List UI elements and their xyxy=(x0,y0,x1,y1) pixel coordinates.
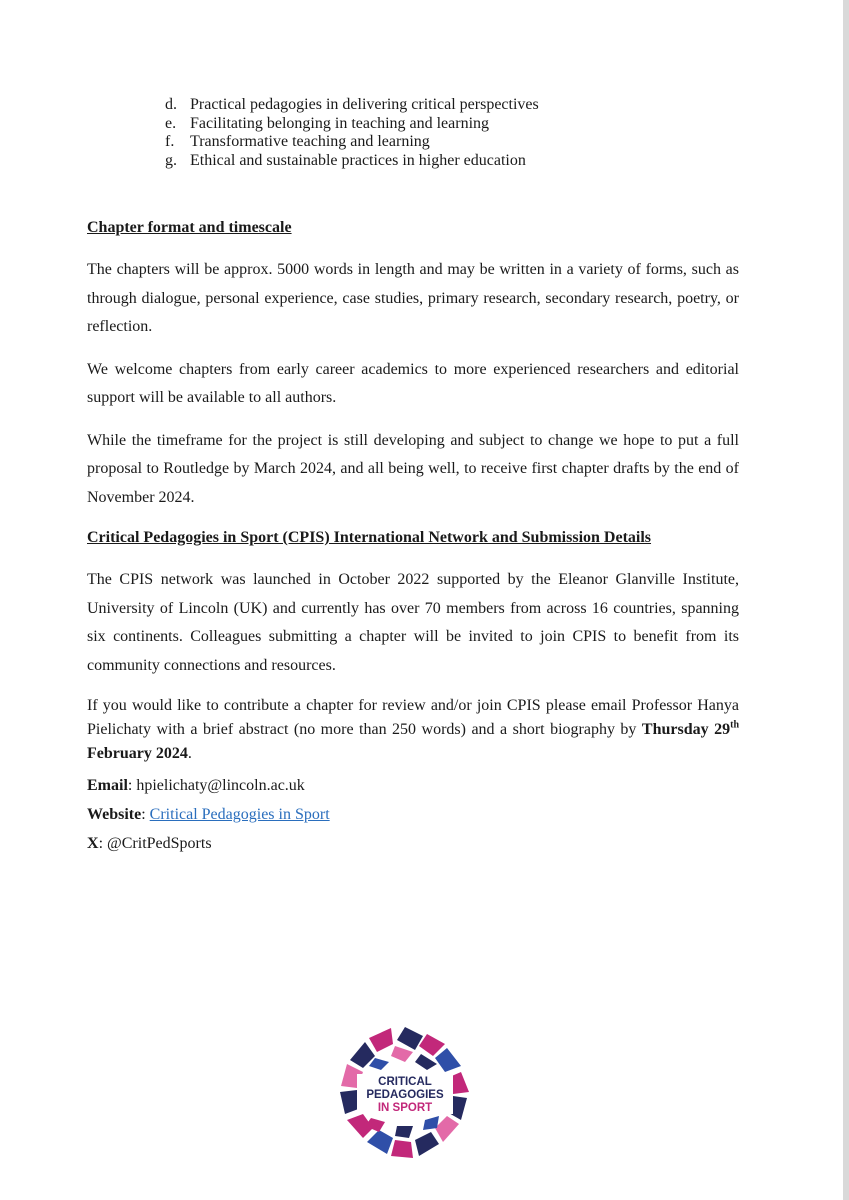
x-handle: @CritPedSports xyxy=(107,835,212,852)
logo-line-3: IN SPORT xyxy=(377,1102,433,1114)
paragraph-chapter-length: The chapters will be approx. 5000 words in length and may be written in a variety of forms, such as through dialogue, personal experience, case studies, primary research, secondary research, poetry, or reflection. xyxy=(87,261,739,335)
paragraph-welcome: We welcome chapters from early career academics to more experienced researchers and editorial support will be available to all authors. xyxy=(87,360,739,406)
contact-website: Website: Critical Pedagogies in Sport xyxy=(87,806,330,823)
section-heading-cpis: Critical Pedagogies in Sport (CPIS) International Network and Submission Details xyxy=(87,529,652,546)
cpis-logo xyxy=(335,1022,475,1162)
logo-line-1: CRITICAL xyxy=(378,1076,432,1088)
contact-x: X: @CritPedSports xyxy=(87,835,212,852)
logo-line-2: PEDAGOGIES xyxy=(366,1089,444,1101)
list-item: g. Ethical and sustainable practices in higher education xyxy=(165,151,526,169)
paragraph-network: The CPIS network was launched in October 2022 supported by the Eleanor Glanville Institute, University of Lincoln (UK) and currently has over 70 members from across 16 countries, spanning six continents. Colleagues submitting a chapter will be invited to join CPIS to benefit from its community connections and resources. xyxy=(87,571,739,674)
deadline: Thursday 29th February 2024 xyxy=(87,719,740,762)
contact-block xyxy=(87,774,739,856)
paragraph-submission: If you would like to contribute a chapter for review and/or join CPIS please email Professor Hanya Pielichaty with a brief abstract (no more than 250 words) and a short biography by Thursday 29th February 2024. xyxy=(87,697,740,762)
paragraph-timeframe: While the timeframe for the project is still developing and subject to change we hope to put a full proposal to Routledge by March 2024, and all being well, to receive first chapter drafts by the end of November 2024. xyxy=(87,431,739,506)
list-item: d. Practical pedagogies in delivering critical perspectives xyxy=(165,96,539,113)
contact-email: Email: hpielichaty@lincoln.ac.uk xyxy=(87,777,305,794)
document-body xyxy=(87,216,739,861)
email-address[interactable]: hpielichaty@lincoln.ac.uk xyxy=(136,777,305,794)
page-edge xyxy=(843,0,849,1200)
list-item: e. Facilitating belonging in teaching and learning xyxy=(165,114,490,132)
topic-list xyxy=(165,96,539,170)
website-link[interactable]: Critical Pedagogies in Sport xyxy=(149,806,330,823)
list-item: f. Transformative teaching and learning xyxy=(165,133,430,150)
section-heading-format: Chapter format and timescale xyxy=(87,219,292,236)
